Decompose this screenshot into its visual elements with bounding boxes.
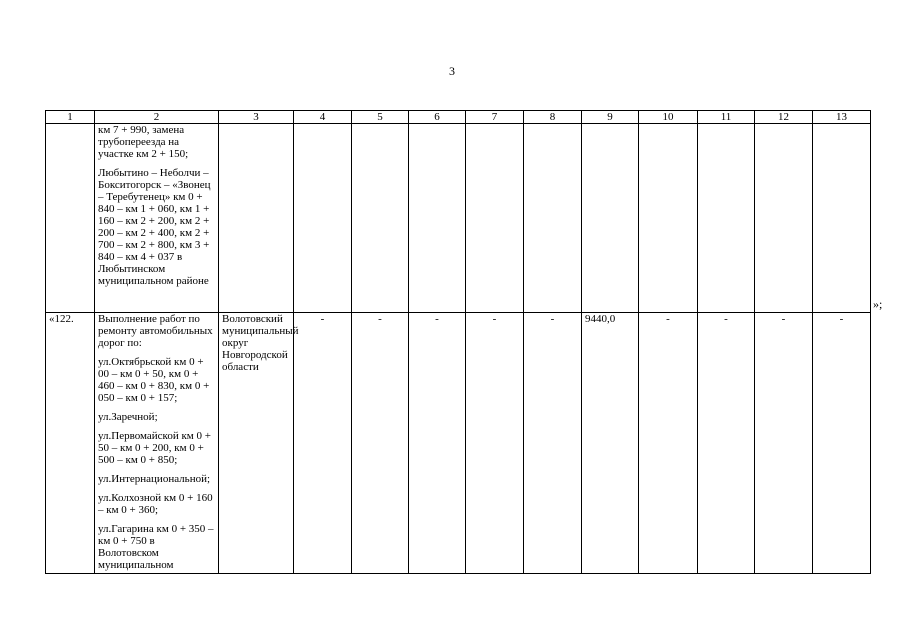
road-text: ул.Заречной;: [98, 411, 158, 423]
column-header: 13: [813, 111, 871, 124]
table-cell: -: [813, 313, 871, 574]
table-cell: -: [352, 313, 409, 574]
column-header: 3: [219, 111, 294, 124]
header-row: [46, 111, 871, 124]
table-cell: [352, 124, 409, 313]
column-header: 9: [582, 111, 639, 124]
column-header: 5: [352, 111, 409, 124]
road-description-cell: [95, 124, 219, 313]
table-cell: -: [639, 313, 698, 574]
road-description-cell: [95, 313, 219, 574]
table-cell: -: [409, 313, 466, 574]
table-row: [46, 124, 871, 313]
road-text: км 7 + 990, замена трубопереезда на участке км 2 + 150;: [98, 124, 189, 160]
road-text: Любытино – Неболчи – Бокситогорск – «Звонец – Теребутенец» км 0 + 840 – км 1 + 060, км 1 + 160 – км 2 + 200, км 2 + 200 – км 2 + 400, км 2 + 700 – км 2 + 800, км 3 + 840 – км 4 + 037 в Любытинском муниципальном районе: [98, 167, 211, 287]
closing-quote: »;: [873, 297, 883, 311]
table-cell: [582, 124, 639, 313]
page-number: 3: [449, 64, 455, 78]
column-header: 7: [466, 111, 524, 124]
table-cell: -: [294, 313, 352, 574]
table-cell: [46, 124, 95, 313]
table-cell: [219, 124, 294, 313]
column-header: 2: [95, 111, 219, 124]
road-text: ул.Колхозной км 0 + 160 – км 0 + 360;: [98, 492, 213, 516]
table-cell: [755, 124, 813, 313]
table-cell: -: [755, 313, 813, 574]
road-text: ул.Гагарина км 0 + 350 – км 0 + 750 в Волотовском муниципальном: [98, 523, 214, 571]
column-header: 12: [755, 111, 813, 124]
table-cell: -: [524, 313, 582, 574]
column-header: 10: [639, 111, 698, 124]
table-cell: [466, 124, 524, 313]
table-cell: [813, 124, 871, 313]
road-text: ул.Первомайской км 0 + 50 – км 0 + 200, км 0 + 500 – км 0 + 850;: [98, 430, 211, 466]
data-table: [45, 110, 871, 574]
column-header: 1: [46, 111, 95, 124]
amount-cell: 9440,0: [582, 313, 639, 574]
table-cell: -: [466, 313, 524, 574]
table-cell: [639, 124, 698, 313]
table-cell: [409, 124, 466, 313]
municipality-cell: Волотовский муниципальный округ Новгородской области: [219, 313, 294, 574]
table-cell: [524, 124, 582, 313]
table-cell: -: [698, 313, 755, 574]
row-number: «122.: [46, 313, 95, 574]
road-text: ул.Интернациональной;: [98, 473, 211, 485]
road-text: Выполнение работ по ремонту автомобильных дорог по:: [98, 313, 213, 349]
column-header: 8: [524, 111, 582, 124]
table-row: [46, 313, 871, 574]
table-cell: [698, 124, 755, 313]
column-header: 4: [294, 111, 352, 124]
road-text: ул.Октябрьской км 0 + 00 – км 0 + 50, км 0 + 460 – км 0 + 830, км 0 + 050 – км 0 + 157;: [98, 356, 210, 404]
column-header: 6: [409, 111, 466, 124]
column-header: 11: [698, 111, 755, 124]
table-cell: [294, 124, 352, 313]
